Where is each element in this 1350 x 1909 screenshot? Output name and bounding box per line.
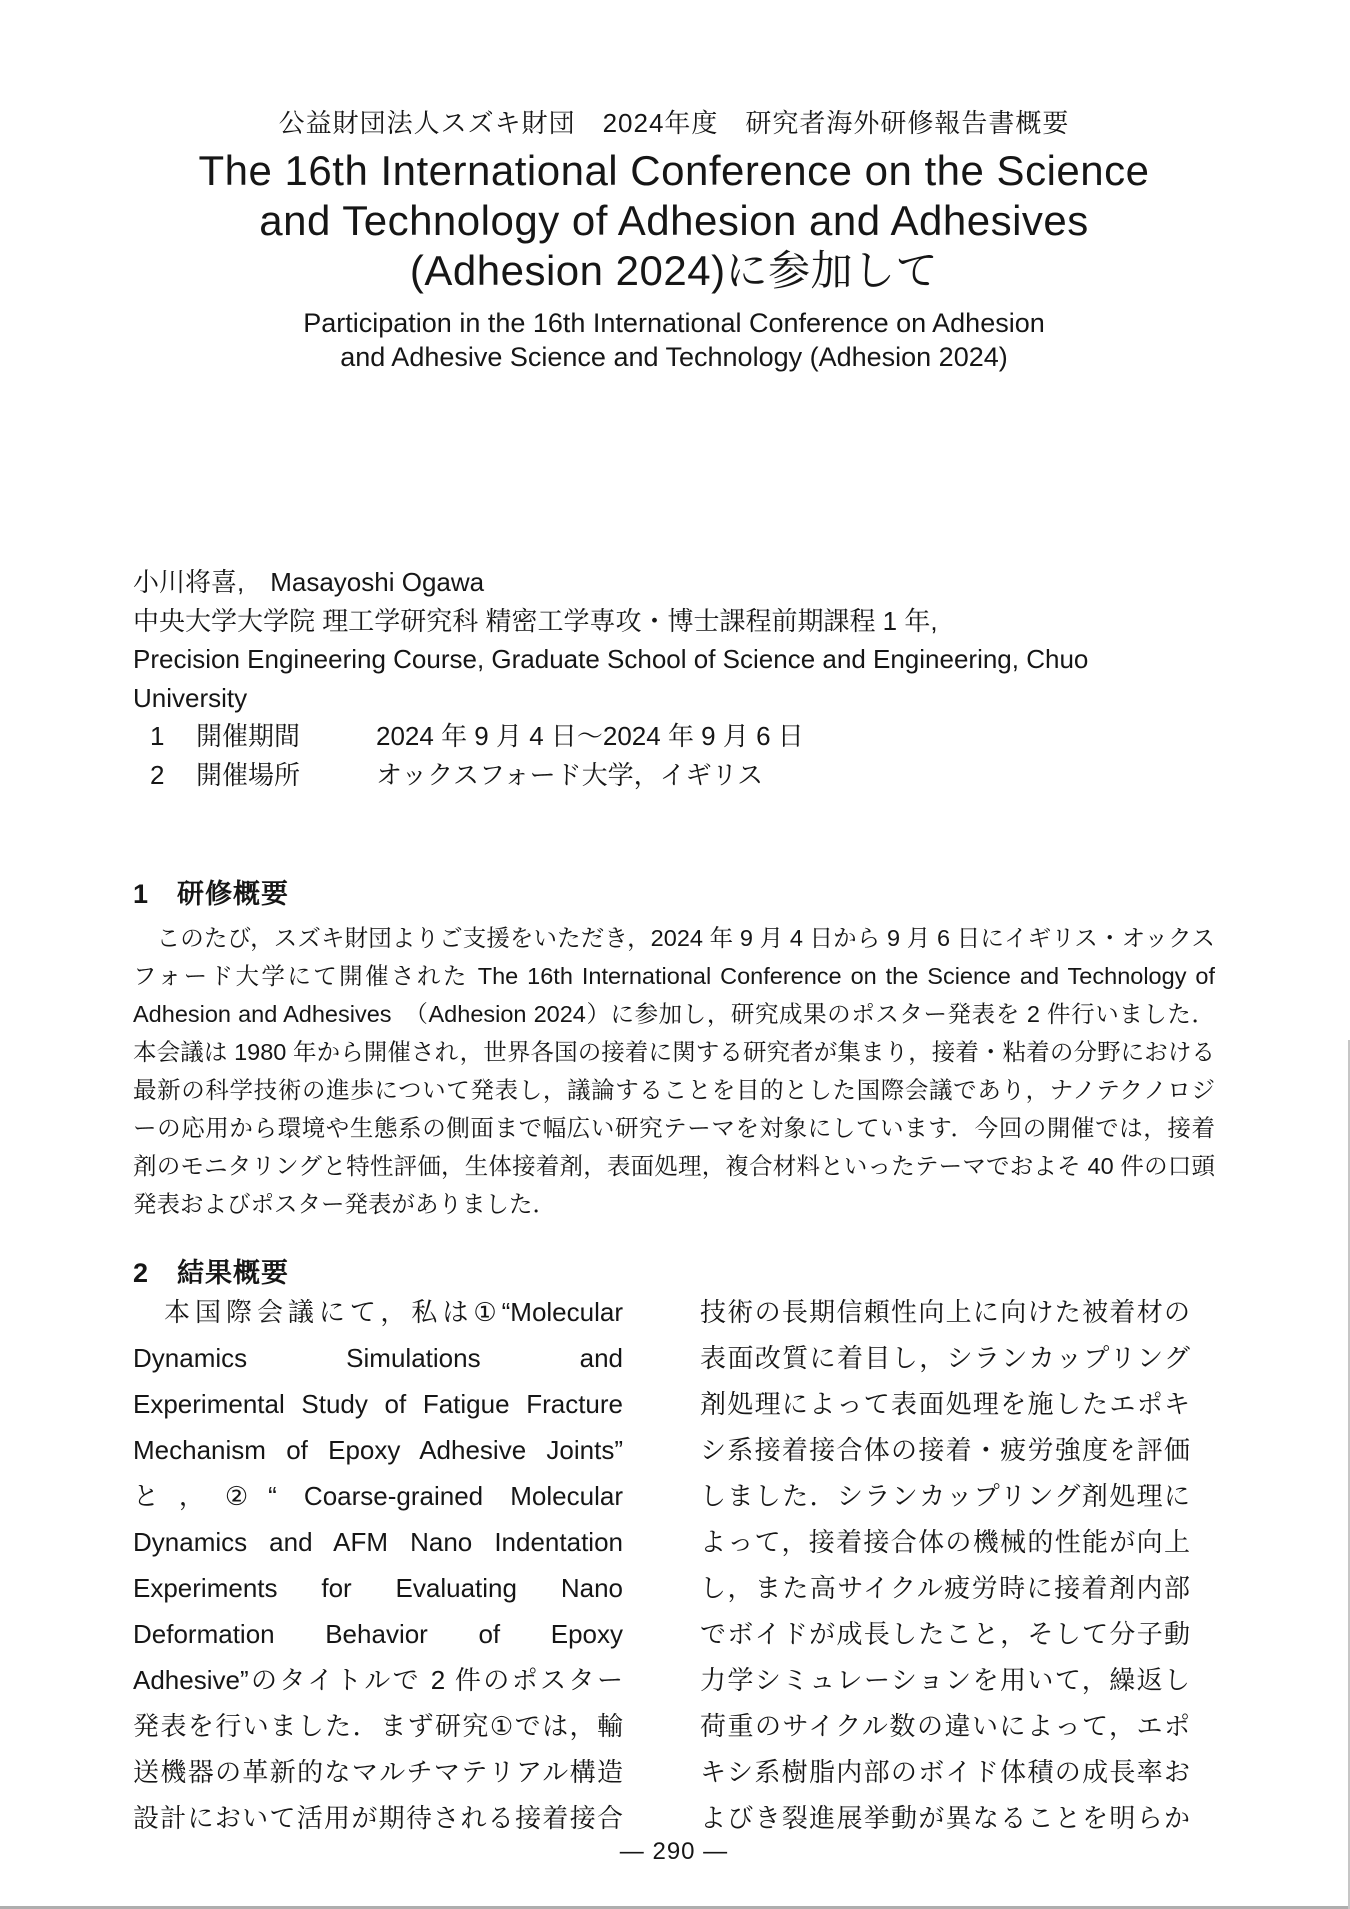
column-line: Dynamics and AFM Nano Indentation — [133, 1527, 623, 1557]
paragraph-line: 発表およびポスター発表がありました． — [133, 1191, 556, 1217]
column-line: Experiments for Evaluating Nano — [133, 1573, 623, 1603]
meta-period-label: 開催期間 — [196, 721, 301, 751]
meta-row-period — [133, 717, 1233, 756]
document-title — [133, 146, 1215, 296]
title-line-3: (Adhesion 2024)に参加して — [409, 247, 939, 294]
document-subtitle — [133, 306, 1215, 374]
meta-venue-number: 2 — [150, 759, 165, 790]
column-line: 設計において活用が期待される接着接合 — [133, 1803, 623, 1833]
section2-right-column — [700, 1289, 1190, 1841]
section2-left-column — [133, 1289, 623, 1841]
meta-venue-value: オックスフォード大学，イギリス — [376, 759, 764, 790]
column-line: 技術の長期信頼性向上に向けた被着材の — [700, 1297, 1190, 1327]
paragraph-line: 最新の科学技術の進歩について発表し，議論することを目的とした国際会議であり，ナノテクノロジ — [133, 1077, 1215, 1103]
meta-period-value: 2024 年 9 月 4 日～2024 年 9 月 6 日 — [376, 721, 804, 751]
author-block — [133, 563, 1233, 794]
subtitle-line-2: and Adhesive Science and Technology (Adhesion 2024) — [340, 342, 1008, 372]
section1-heading: 1 研修概要 — [133, 879, 290, 909]
column-line: Experimental Study of Fatigue Fracture — [133, 1389, 623, 1419]
author-affiliation-en-1: Precision Engineering Course, Graduate School of Science and Engineering, Chuo — [133, 644, 1089, 674]
column-line: 剤処理によって表面処理を施したエポキ — [700, 1389, 1190, 1419]
column-line: よびき裂進展挙動が異なることを明らか — [700, 1803, 1190, 1833]
paragraph-line: 本会議は 1980 年から開催され，世界各国の接着に関する研究者が集まり，接着・粘着の分野における — [133, 1039, 1215, 1065]
column-line: 本国際会議にて，私は①“Molecular — [133, 1297, 623, 1327]
column-line: と，②“ Coarse-grained Molecular — [133, 1481, 623, 1511]
column-line: Deformation Behavior of Epoxy — [133, 1619, 623, 1649]
column-line: 送機器の革新的なマルチマテリアル構造 — [133, 1757, 623, 1787]
column-line: 力学シミュレーションを用いて，繰返し — [700, 1665, 1190, 1695]
title-line-2: and Technology of Adhesion and Adhesives — [259, 197, 1089, 244]
meta-row-venue — [133, 756, 1233, 795]
column-line: キシ系樹脂内部のボイド体積の成長率お — [700, 1757, 1190, 1787]
author-name: 小川将喜, Masayoshi Ogawa — [133, 567, 485, 597]
meta-period-number: 1 — [150, 721, 165, 751]
report-series-line: 公益財団法人スズキ財団 2024年度 研究者海外研修報告書概要 — [278, 108, 1070, 138]
column-line: 発表を行いました．まず研究①では，輸 — [133, 1711, 623, 1741]
author-affiliation-ja: 中央大学大学院 理工学研究科 精密工学専攻・博士課程前期課程 1 年, — [133, 605, 938, 636]
section2-heading: 2 結果概要 — [133, 1258, 290, 1288]
column-line: し，また高サイクル疲労時に接着剤内部 — [700, 1573, 1190, 1603]
column-line: よって，接着接合体の機械的性能が向上 — [700, 1527, 1190, 1557]
paragraph-line: フォード大学にて開催された The 16th International Conference on the Science and Technology of — [133, 963, 1215, 989]
column-line: シ系接着接合体の接着・疲労強度を評価 — [700, 1435, 1190, 1465]
column-line: Adhesive”のタイトルで 2 件のポスター — [133, 1665, 623, 1695]
paragraph-line: Adhesion and Adhesives （Adhesion 2024）に参加し，研究成果のポスター発表を 2 件行いました． — [133, 1001, 1215, 1027]
author-affiliation-en-2: University — [133, 682, 248, 713]
column-line: でボイドが成長したこと，そして分子動 — [700, 1619, 1190, 1649]
page-number: — 290 — — [619, 1838, 729, 1865]
column-line: 表面改質に着目し，シランカップリング — [700, 1343, 1190, 1373]
paragraph-line: このたび，スズキ財団よりご支援をいただき，2024 年 9 月 4 日から 9 月 6 日にイギリス・オックス — [133, 925, 1215, 951]
meta-venue-label: 開催場所 — [196, 759, 301, 790]
subtitle-line-1: Participation in the 16th International Conference on Adhesion — [303, 308, 1045, 338]
column-line: 荷重のサイクル数の違いによって，エポ — [700, 1711, 1190, 1741]
column-line: Mechanism of Epoxy Adhesive Joints” — [133, 1435, 623, 1465]
column-line: Dynamics Simulations and — [133, 1343, 623, 1373]
title-line-1: The 16th International Conference on the Science — [198, 147, 1150, 194]
paragraph-line: ーの応用から環境や生態系の側面まで幅広い研究テーマを対象にしています．今回の開催では，接着 — [133, 1115, 1215, 1141]
paragraph-line: 剤のモニタリングと特性評価，生体接着剤，表面処理，複合材料といったテーマでおよそ 40 件の口頭 — [133, 1153, 1215, 1179]
section1-paragraph — [133, 919, 1215, 1223]
column-line: しました．シランカップリング剤処理に — [700, 1481, 1190, 1511]
